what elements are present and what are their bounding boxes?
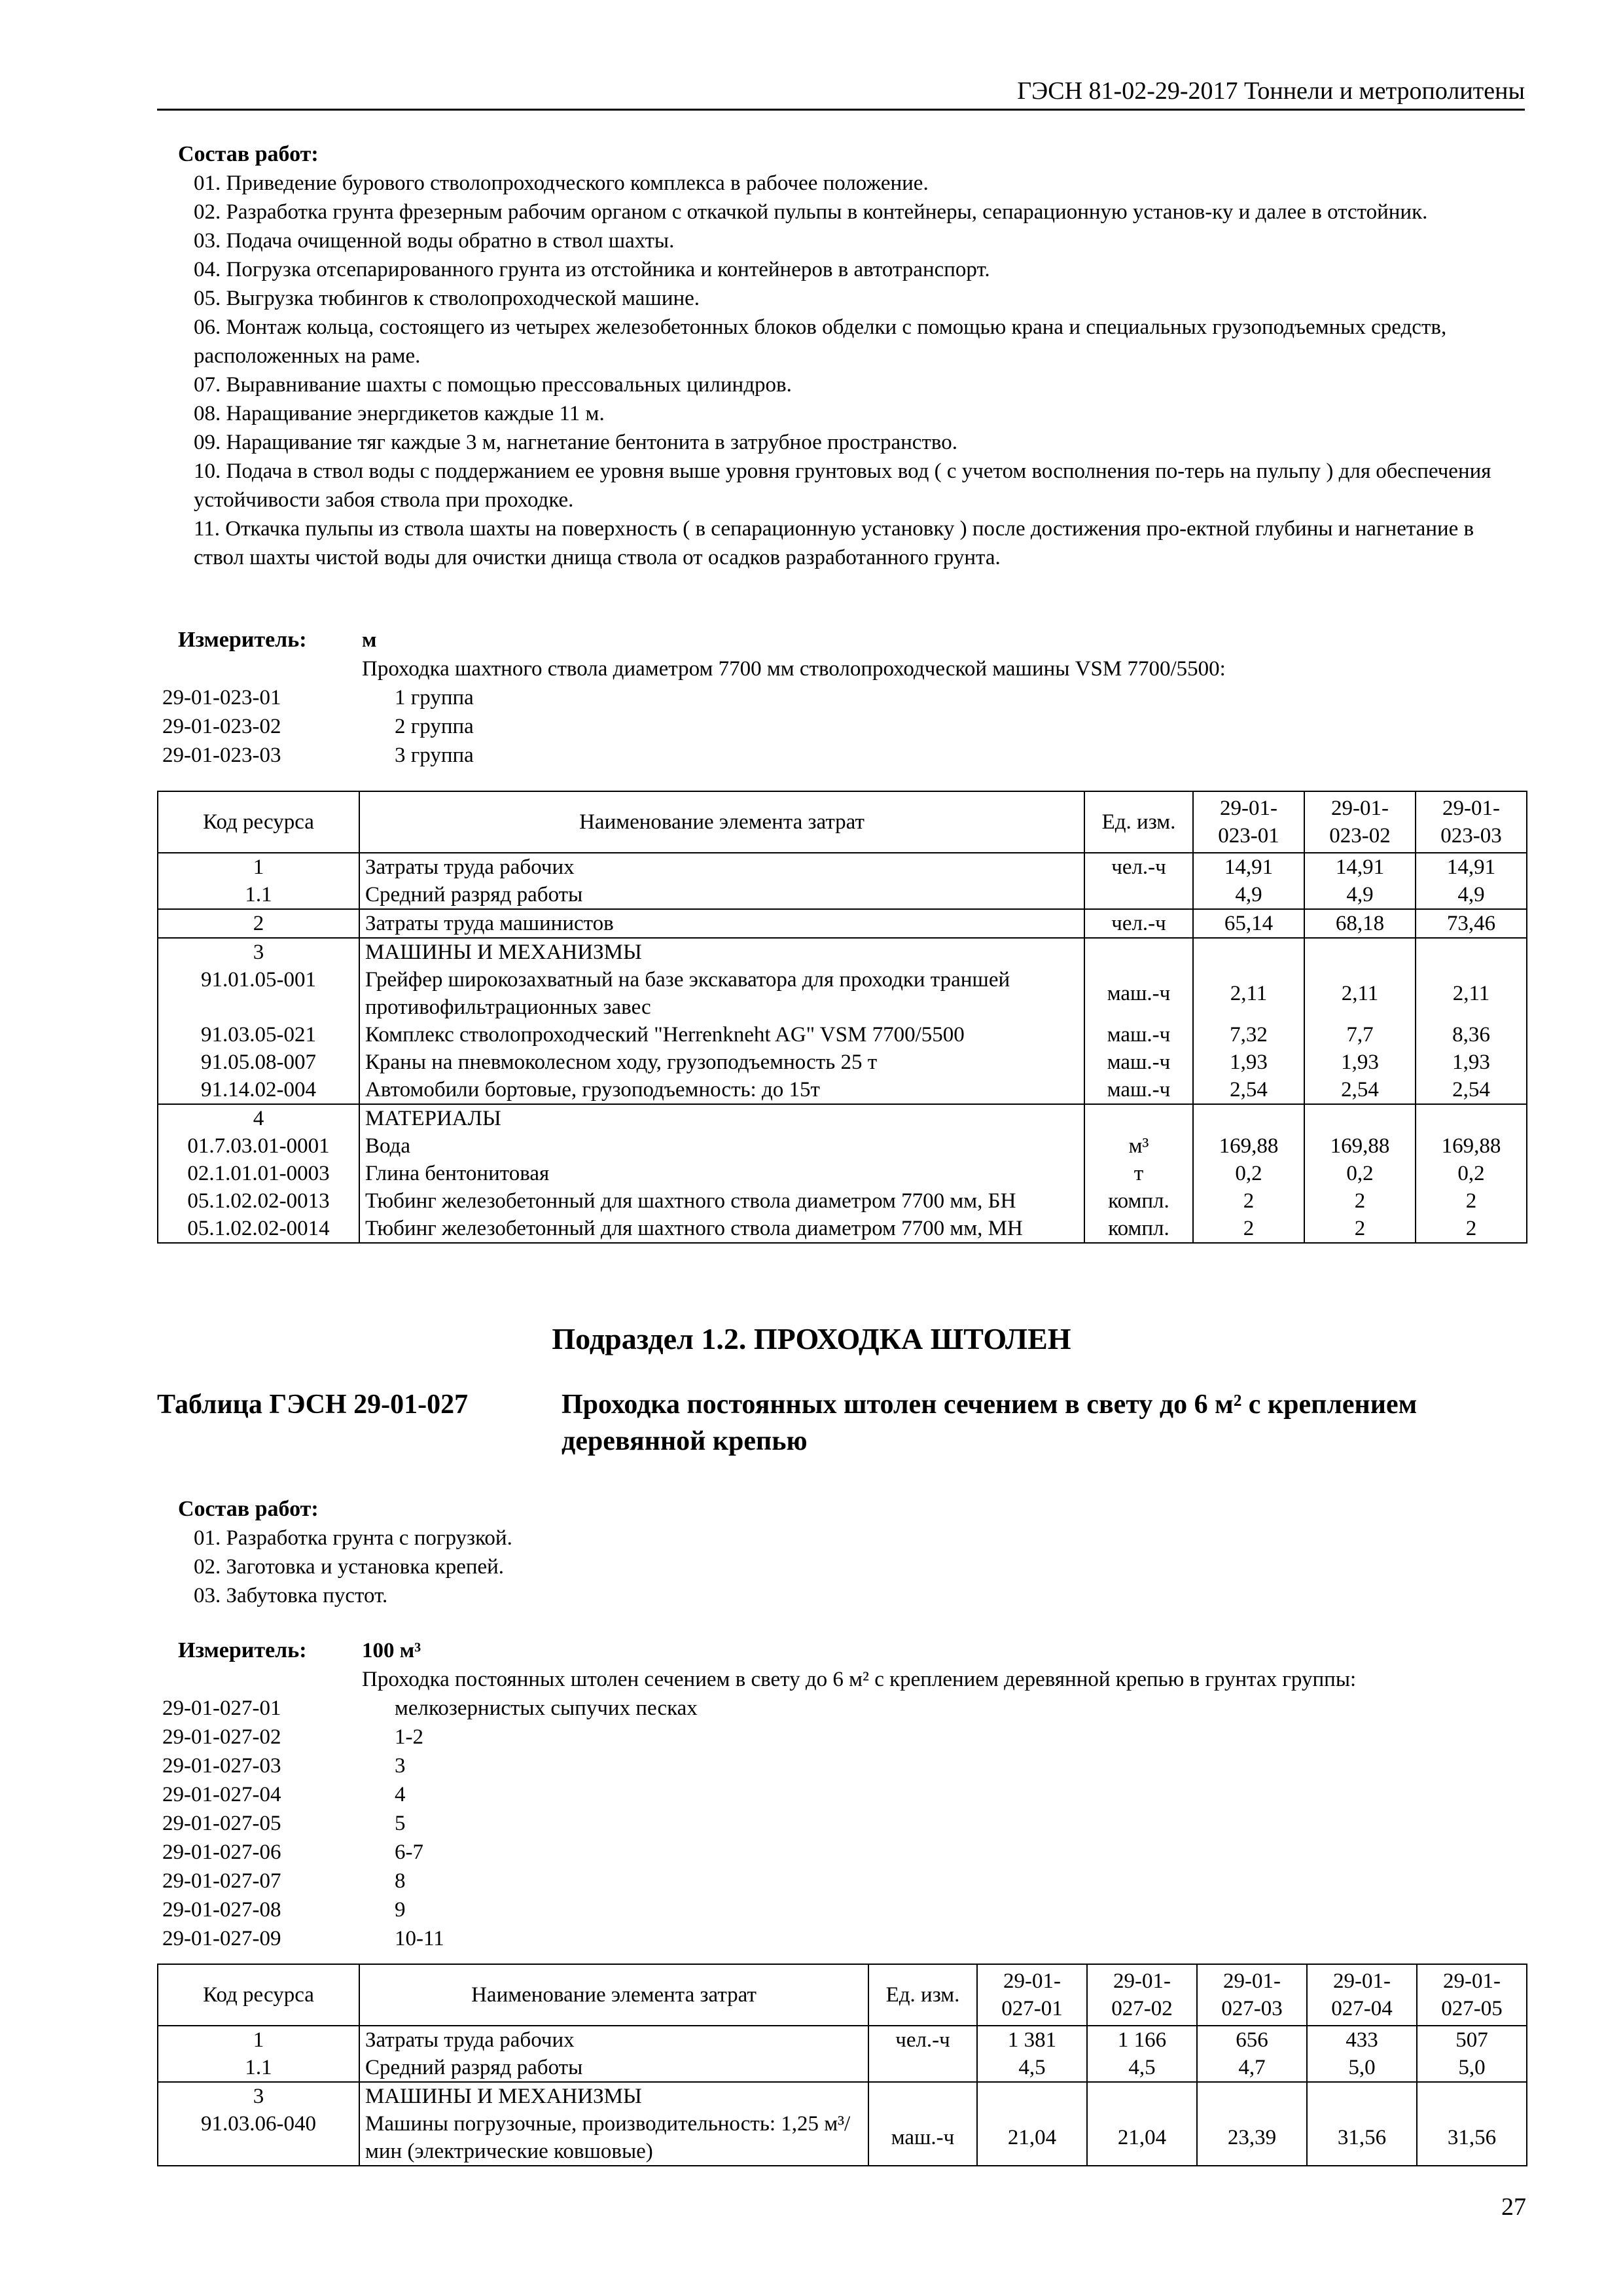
table-row bbox=[158, 1049, 1527, 1076]
resource-name: Машины погрузочные, производительность: 1,25 м³/мин (электрические ковшовые) bbox=[359, 2110, 868, 2166]
resource-unit: маш.-ч bbox=[1084, 966, 1193, 1021]
table-header-cell: 29-01- 027-04 bbox=[1307, 1964, 1417, 2026]
table-row bbox=[158, 1215, 1527, 1243]
resource-value: 2,54 bbox=[1193, 1076, 1304, 1104]
table-row bbox=[158, 909, 1527, 938]
meas-name: 1-2 bbox=[395, 1725, 423, 1749]
table-row bbox=[158, 1187, 1527, 1215]
meas-title-row bbox=[162, 655, 1537, 683]
resource-value: 1 166 bbox=[1087, 2026, 1197, 2054]
table-row bbox=[158, 1104, 1527, 1132]
meas-item bbox=[162, 1723, 1537, 1751]
table-row bbox=[158, 881, 1527, 909]
meas-unit-row bbox=[162, 626, 1537, 655]
resource-code: 91.03.05-021 bbox=[158, 1021, 359, 1049]
resource-unit: маш.-ч bbox=[1084, 1049, 1193, 1076]
meas-code: 29-01-023-03 bbox=[162, 744, 281, 767]
resource-unit bbox=[868, 2054, 977, 2082]
resource-code: 3 bbox=[158, 2082, 359, 2110]
resource-value: 2,54 bbox=[1416, 1076, 1527, 1104]
resource-name: Затраты труда машинистов bbox=[359, 909, 1084, 938]
table-title-text: Проходка постоянных штолен сечением в свету до 6 м² с креплением деревянной крепью bbox=[562, 1390, 1418, 1456]
resource-code: 01.7.03.01-0001 bbox=[158, 1132, 359, 1160]
resource-unit bbox=[1084, 1104, 1193, 1132]
meas-code: 29-01-023-02 bbox=[162, 715, 281, 738]
resource-value bbox=[1417, 2082, 1527, 2110]
resource-value: 5,0 bbox=[1307, 2054, 1417, 2082]
resource-unit: чел.-ч bbox=[1084, 909, 1193, 938]
table-header-cell: 29-01- 023-03 bbox=[1416, 791, 1527, 853]
resource-value: 0,2 bbox=[1193, 1160, 1304, 1187]
resource-value: 14,91 bbox=[1416, 853, 1527, 881]
resource-name: Затраты труда рабочих bbox=[359, 2026, 868, 2054]
resource-value: 31,56 bbox=[1307, 2110, 1417, 2166]
resource-value: 7,7 bbox=[1304, 1021, 1416, 1049]
works-title-2: Состав работ: bbox=[178, 1497, 319, 1521]
table-row bbox=[158, 966, 1527, 1021]
table-header-cell: 29-01- 023-02 bbox=[1304, 791, 1416, 853]
resource-name: Комплекс стволопроходческий "Herrenkneht AG" VSM 7700/5500 bbox=[359, 1021, 1084, 1049]
resource-name: Средний разряд работы bbox=[359, 2054, 868, 2082]
header-title: ГЭСН 81-02-29-2017 Тоннели и метрополитены bbox=[1017, 77, 1525, 105]
table-header-cell: Наименование элемента затрат bbox=[359, 1964, 868, 2026]
resource-code: 3 bbox=[158, 938, 359, 966]
resource-code: 91.01.05-001 bbox=[158, 966, 359, 1021]
resource-value: 31,56 bbox=[1417, 2110, 1527, 2166]
resource-value: 656 bbox=[1197, 2026, 1307, 2054]
measure-block-2 bbox=[162, 1636, 1537, 1953]
resource-name: Затраты труда рабочих bbox=[359, 853, 1084, 881]
table-row bbox=[158, 2026, 1527, 2054]
meas-name: мелкозернистых сыпучих песках bbox=[395, 1696, 698, 1720]
meas-name: 6-7 bbox=[395, 1840, 423, 1864]
resource-value: 2,54 bbox=[1304, 1076, 1416, 1104]
resource-code: 1.1 bbox=[158, 881, 359, 909]
meas-code: 29-01-023-01 bbox=[162, 686, 281, 709]
meas-label-2: Измеритель: bbox=[178, 1638, 307, 1662]
work-item: 05. Выгрузка тюбингов к стволопроходческой машине. bbox=[194, 287, 700, 310]
table-row bbox=[158, 1076, 1527, 1104]
meas-item bbox=[162, 1780, 1537, 1809]
work-item: 08. Наращивание энергдикетов каждые 11 м. bbox=[194, 402, 605, 425]
resource-value bbox=[1416, 938, 1527, 966]
table-header-cell: Наименование элемента затрат bbox=[359, 791, 1084, 853]
meas-code: 29-01-027-03 bbox=[162, 1754, 281, 1778]
work-item: 02. Разработка грунта фрезерным рабочим органом с откачкой пульпы в контейнеры, сепарационную установ-ку и далее в отстойник. bbox=[194, 200, 1428, 224]
meas-code: 29-01-027-02 bbox=[162, 1725, 281, 1749]
meas-title: Проходка постоянных штолен сечением в свету до 6 м² с креплением деревянной крепью в грунтах группы: bbox=[362, 1668, 1357, 1691]
table-row bbox=[158, 1160, 1527, 1187]
running-header bbox=[157, 73, 1525, 111]
resource-code: 91.14.02-004 bbox=[158, 1076, 359, 1104]
resource-unit: маш.-ч bbox=[1084, 1021, 1193, 1049]
work-item: 03. Подача очищенной воды обратно в ствол шахты. bbox=[194, 229, 675, 253]
resource-unit: т bbox=[1084, 1160, 1193, 1187]
resource-code: 91.05.08-007 bbox=[158, 1049, 359, 1076]
meas-item bbox=[162, 1809, 1537, 1838]
resource-name: МАШИНЫ И МЕХАНИЗМЫ bbox=[359, 938, 1084, 966]
table-header-cell: 29-01- 023-01 bbox=[1193, 791, 1304, 853]
resource-value bbox=[1416, 1104, 1527, 1132]
work-item: 01. Приведение бурового стволопроходческого комплекса в рабочее положение. bbox=[194, 171, 929, 195]
meas-item bbox=[162, 741, 1537, 770]
meas-name: 9 bbox=[395, 1898, 406, 1922]
resource-name: Тюбинг железобетонный для шахтного ствола диаметром 7700 мм, МН bbox=[359, 1215, 1084, 1243]
resource-value: 4,5 bbox=[977, 2054, 1087, 2082]
works-list-2 bbox=[194, 1524, 1529, 1610]
table-header-cell: 29-01- 027-01 bbox=[977, 1964, 1087, 2026]
meas-item bbox=[162, 1867, 1537, 1895]
resource-name: МАТЕРИАЛЫ bbox=[359, 1104, 1084, 1132]
meas-item bbox=[162, 1694, 1537, 1723]
meas-code: 29-01-027-08 bbox=[162, 1898, 281, 1922]
resource-value: 2 bbox=[1193, 1187, 1304, 1215]
measure-block-1 bbox=[162, 626, 1537, 770]
resource-value: 1,93 bbox=[1193, 1049, 1304, 1076]
resource-code: 2 bbox=[158, 909, 359, 938]
resource-value: 2 bbox=[1304, 1187, 1416, 1215]
resource-name: Вода bbox=[359, 1132, 1084, 1160]
resource-code: 4 bbox=[158, 1104, 359, 1132]
resource-name: Средний разряд работы bbox=[359, 881, 1084, 909]
work-item: 07. Выравнивание шахты с помощью прессовальных цилиндров. bbox=[194, 373, 792, 397]
meas-code: 29-01-027-06 bbox=[162, 1840, 281, 1864]
table-row bbox=[158, 853, 1527, 881]
meas-name: 2 группа bbox=[395, 715, 474, 738]
resource-unit: маш.-ч bbox=[868, 2110, 977, 2166]
work-item: 01. Разработка грунта с погрузкой. bbox=[194, 1526, 512, 1550]
resource-value: 73,46 bbox=[1416, 909, 1527, 938]
table-header-cell: 29-01- 027-03 bbox=[1197, 1964, 1307, 2026]
meas-unit-row bbox=[162, 1636, 1537, 1665]
table-row bbox=[158, 1021, 1527, 1049]
meas-name: 8 bbox=[395, 1869, 406, 1893]
resource-name: Автомобили бортовые, грузоподъемность: до 15т bbox=[359, 1076, 1084, 1104]
resource-code: 1 bbox=[158, 2026, 359, 2054]
meas-item bbox=[162, 1895, 1537, 1924]
resource-table-2 bbox=[157, 1964, 1527, 2166]
meas-code: 29-01-027-01 bbox=[162, 1696, 281, 1720]
page-number: 27 bbox=[1501, 2193, 1526, 2221]
resource-value: 68,18 bbox=[1304, 909, 1416, 938]
resource-value: 14,91 bbox=[1193, 853, 1304, 881]
resource-unit bbox=[1084, 938, 1193, 966]
meas-title-row bbox=[162, 1665, 1537, 1694]
table-header-cell: Ед. изм. bbox=[868, 1964, 977, 2026]
resource-value bbox=[1193, 1104, 1304, 1132]
resource-name: Грейфер широкозахватный на базе экскаватора для проходки траншей противофильтрационных завес bbox=[359, 966, 1084, 1021]
meas-name: 5 bbox=[395, 1812, 406, 1835]
table-title bbox=[562, 1386, 1510, 1460]
resource-unit: чел.-ч bbox=[868, 2026, 977, 2054]
meas-name: 1 группа bbox=[395, 686, 474, 709]
meas-code: 29-01-027-07 bbox=[162, 1869, 281, 1893]
resource-unit: чел.-ч bbox=[1084, 853, 1193, 881]
table-row bbox=[158, 2082, 1527, 2110]
meas-item bbox=[162, 683, 1537, 712]
resource-name: Краны на пневмоколесном ходу, грузоподъемность 25 т bbox=[359, 1049, 1084, 1076]
resource-code: 91.03.06-040 bbox=[158, 2110, 359, 2166]
work-item: 04. Погрузка отсепарированного грунта из отстойника и контейнеров в автотранспорт. bbox=[194, 258, 990, 281]
resource-value: 65,14 bbox=[1193, 909, 1304, 938]
resource-value: 2 bbox=[1416, 1187, 1527, 1215]
table-row bbox=[158, 2054, 1527, 2082]
resource-value: 1,93 bbox=[1416, 1049, 1527, 1076]
resource-value bbox=[1304, 938, 1416, 966]
resource-code: 05.1.02.02-0013 bbox=[158, 1187, 359, 1215]
resource-unit bbox=[868, 2082, 977, 2110]
table-header-cell: 29-01- 027-02 bbox=[1087, 1964, 1197, 2026]
meas-unit: 100 м³ bbox=[362, 1639, 421, 1662]
resource-value: 4,9 bbox=[1304, 881, 1416, 909]
resource-name: Глина бентонитовая bbox=[359, 1160, 1084, 1187]
resource-value: 21,04 bbox=[977, 2110, 1087, 2166]
resource-name: МАШИНЫ И МЕХАНИЗМЫ bbox=[359, 2082, 868, 2110]
meas-name: 4 bbox=[395, 1783, 406, 1806]
resource-value: 21,04 bbox=[1087, 2110, 1197, 2166]
meas-code: 29-01-027-04 bbox=[162, 1783, 281, 1806]
resource-code: 1 bbox=[158, 853, 359, 881]
resource-value: 2 bbox=[1304, 1215, 1416, 1243]
meas-label-1: Измеритель: bbox=[178, 628, 307, 652]
work-item: 09. Наращивание тяг каждые 3 м, нагнетание бентонита в затрубное пространство. bbox=[194, 431, 957, 454]
meas-name: 3 bbox=[395, 1754, 406, 1778]
meas-code: 29-01-027-09 bbox=[162, 1927, 281, 1950]
resource-value bbox=[1197, 2082, 1307, 2110]
table-row bbox=[158, 2110, 1527, 2166]
resource-value: 4,9 bbox=[1193, 881, 1304, 909]
resource-value: 8,36 bbox=[1416, 1021, 1527, 1049]
meas-item bbox=[162, 1838, 1537, 1867]
resource-unit bbox=[1084, 881, 1193, 909]
work-item: 06. Монтаж кольца, состоящего из четырех железобетонных блоков обделки с помощью крана и специальных грузоподъемных средств, расположенных на раме. bbox=[194, 315, 1447, 368]
resource-value bbox=[1304, 1104, 1416, 1132]
resource-value: 507 bbox=[1417, 2026, 1527, 2054]
resource-value: 169,88 bbox=[1416, 1132, 1527, 1160]
resource-value: 0,2 bbox=[1304, 1160, 1416, 1187]
resource-value: 2 bbox=[1416, 1215, 1527, 1243]
resource-value: 23,39 bbox=[1197, 2110, 1307, 2166]
resource-table-1 bbox=[157, 791, 1527, 1244]
table-row bbox=[158, 938, 1527, 966]
resource-value bbox=[1193, 938, 1304, 966]
resource-unit: компл. bbox=[1084, 1187, 1193, 1215]
meas-name: 3 группа bbox=[395, 744, 474, 767]
meas-code: 29-01-027-05 bbox=[162, 1812, 281, 1835]
table-header-cell: Код ресурса bbox=[158, 1964, 359, 2026]
meas-item bbox=[162, 1751, 1537, 1780]
resource-unit: маш.-ч bbox=[1084, 1076, 1193, 1104]
meas-item bbox=[162, 1924, 1537, 1953]
works-title-1: Состав работ: bbox=[178, 142, 319, 166]
resource-value: 7,32 bbox=[1193, 1021, 1304, 1049]
table-header-cell: 29-01- 027-05 bbox=[1417, 1964, 1527, 2026]
resource-value bbox=[1307, 2082, 1417, 2110]
resource-code: 02.1.01.01-0003 bbox=[158, 1160, 359, 1187]
work-item: 11. Откачка пульпы из ствола шахты на поверхность ( в сепарационную установку ) после достижения про-ектной глубины и нагнетание в ствол шахты чистой воды для очистки днища ствола от осадков разработанного грунта. bbox=[194, 517, 1474, 569]
resource-value: 4,9 bbox=[1416, 881, 1527, 909]
resource-name: Тюбинг железобетонный для шахтного ствола диаметром 7700 мм, БН bbox=[359, 1187, 1084, 1215]
meas-title: Проходка шахтного ствола диаметром 7700 мм стволопроходческой машины VSM 7700/5500: bbox=[362, 657, 1226, 681]
resource-value: 4,5 bbox=[1087, 2054, 1197, 2082]
meas-name: 10-11 bbox=[395, 1927, 444, 1950]
meas-item bbox=[162, 712, 1537, 741]
resource-value: 1,93 bbox=[1304, 1049, 1416, 1076]
table-label: Таблица ГЭСН 29-01-027 bbox=[157, 1390, 469, 1420]
work-item: 10. Подача в ствол воды с поддержанием ее уровня выше уровня грунтовых вод ( с учетом восполнения по-терь на пульпу ) для обеспечения устойчивости забоя ствола при проходке. bbox=[194, 459, 1491, 512]
resource-code: 05.1.02.02-0014 bbox=[158, 1215, 359, 1243]
resource-unit: компл. bbox=[1084, 1215, 1193, 1243]
resource-value: 2,11 bbox=[1416, 966, 1527, 1021]
resource-value: 5,0 bbox=[1417, 2054, 1527, 2082]
resource-code: 1.1 bbox=[158, 2054, 359, 2082]
resource-value: 14,91 bbox=[1304, 853, 1416, 881]
subsection-heading: Подраздел 1.2. ПРОХОДКА ШТОЛЕН bbox=[552, 1322, 1071, 1355]
works-list-1 bbox=[194, 169, 1529, 572]
meas-unit: м bbox=[362, 628, 377, 652]
resource-value: 2,11 bbox=[1193, 966, 1304, 1021]
resource-value: 169,88 bbox=[1304, 1132, 1416, 1160]
resource-value: 169,88 bbox=[1193, 1132, 1304, 1160]
work-item: 03. Забутовка пустот. bbox=[194, 1584, 388, 1607]
resource-value: 2,11 bbox=[1304, 966, 1416, 1021]
resource-unit: м³ bbox=[1084, 1132, 1193, 1160]
table-header-cell: Ед. изм. bbox=[1084, 791, 1193, 853]
table-row bbox=[158, 1132, 1527, 1160]
resource-value bbox=[977, 2082, 1087, 2110]
work-item: 02. Заготовка и установка крепей. bbox=[194, 1555, 505, 1579]
resource-value: 4,7 bbox=[1197, 2054, 1307, 2082]
resource-value: 433 bbox=[1307, 2026, 1417, 2054]
resource-value: 0,2 bbox=[1416, 1160, 1527, 1187]
resource-value: 1 381 bbox=[977, 2026, 1087, 2054]
resource-value: 2 bbox=[1193, 1215, 1304, 1243]
table-header-cell: Код ресурса bbox=[158, 791, 359, 853]
resource-value bbox=[1087, 2082, 1197, 2110]
